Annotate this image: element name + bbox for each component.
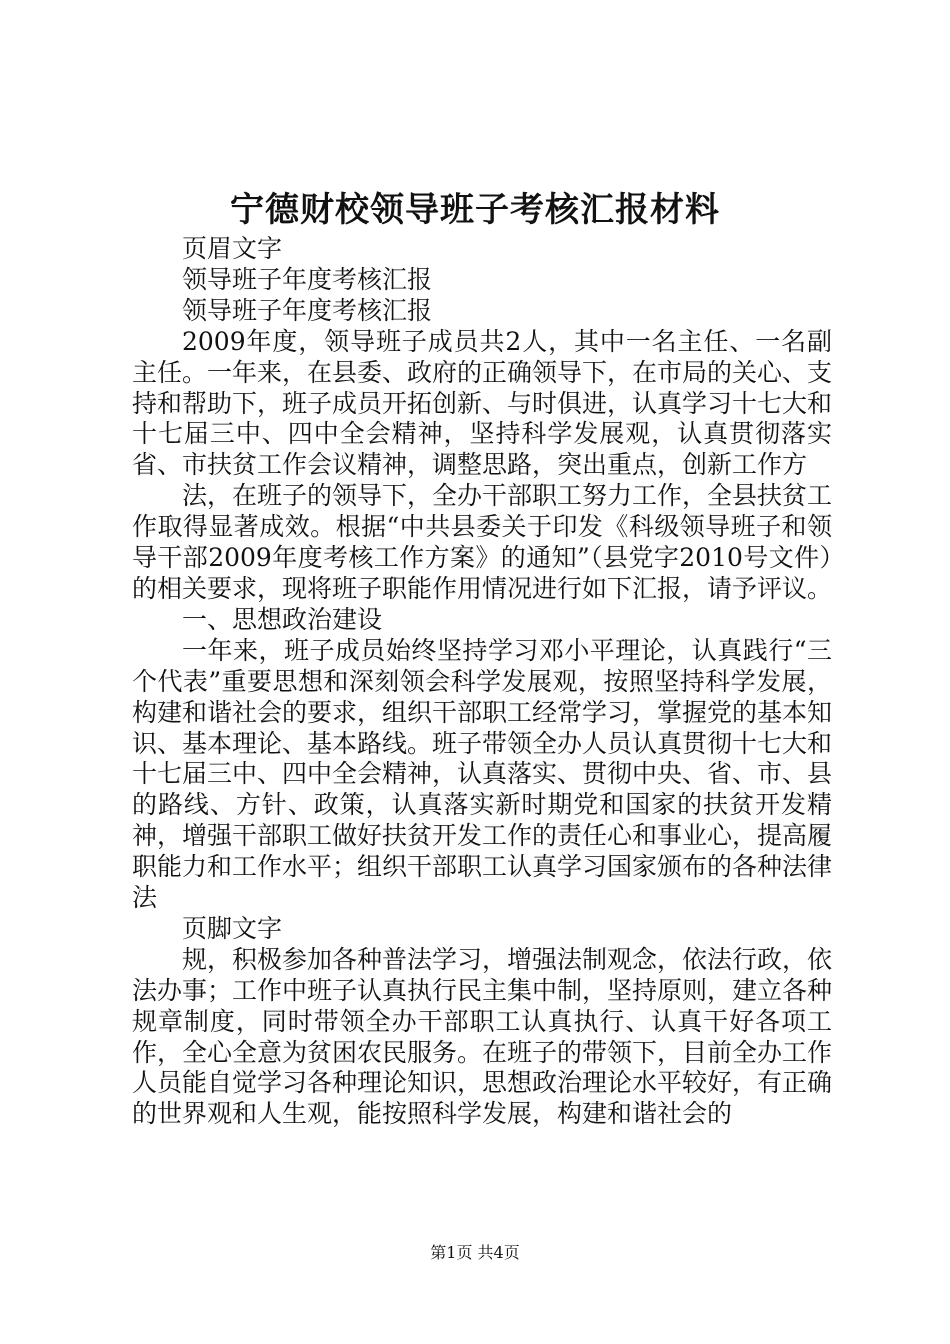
subtitle-line: 领导班子年度考核汇报 xyxy=(182,264,433,294)
body-paragraph: 2009年度，领导班子成员共2人，其中一名主任、一名副主任。一年来，在县委、政府的正确领导下，在市局的关心、支持和帮助下，班子成员开拓创新、与时俱进，认真学习十七大和十七届三中、四中全会精神，坚持科学发展观，认真贯彻落实省、市扶贫工作会议精神，调整思路，突出重点，创新工作方 xyxy=(132,326,833,480)
page-number-footer: 第1页 共4页 xyxy=(430,1243,520,1262)
document-body xyxy=(132,234,832,1130)
body-paragraph: 法，在班子的领导下，全办干部职工努力工作，全县扶贫工作取得显著成效。根据“中共县委关于印发《科级领导班子和领导干部2009年度考核工作方案》的通知”（县党字2010号文件）的相关要求，现将班子职能作用情况进行如下汇报，请予评议。 xyxy=(132,481,833,603)
subtitle-line: 领导班子年度考核汇报 xyxy=(182,295,433,325)
body-paragraph: 规，积极参加各种普法学习，增强法制观念，依法行政，依法办事；工作中班子认真执行民主集中制，坚持原则，建立各种规章制度，同时带领全办干部职工认真执行、认真干好各项工作，全心全意为贫困农民服务。在班子的带领下，目前全办工作人员能自觉学习各种理论知识，思想政治理论水平较好，有正确的世界观和人生观，能按照科学发展，构建和谐社会的 xyxy=(132,944,833,1129)
section-heading: 一、思想政治建设 xyxy=(182,604,383,634)
document-title: 宁德财校领导班子考核汇报材料 xyxy=(230,190,720,230)
footer-placeholder-text: 页脚文字 xyxy=(182,913,283,943)
body-paragraph: 一年来，班子成员始终坚持学习邓小平理论，认真践行“三个代表”重要思想和深刻领会科学发展观，按照坚持科学发展，构建和谐社会的要求，组织干部职工经常学习，掌握党的基本知识、基本理论、基本路线。班子带领全办人员认真贯彻十七大和十七届三中、四中全会精神，认真落实、贯彻中央、省、市、县的路线、方针、政策，认真落实新时期党和国家的扶贫开发精神，增强干部职工做好扶贫开发工作的责任心和事业心，提高履职能力和工作水平；组织干部职工认真学习国家颁布的各种法律法 xyxy=(132,635,833,913)
header-placeholder-text: 页眉文字 xyxy=(182,234,283,263)
